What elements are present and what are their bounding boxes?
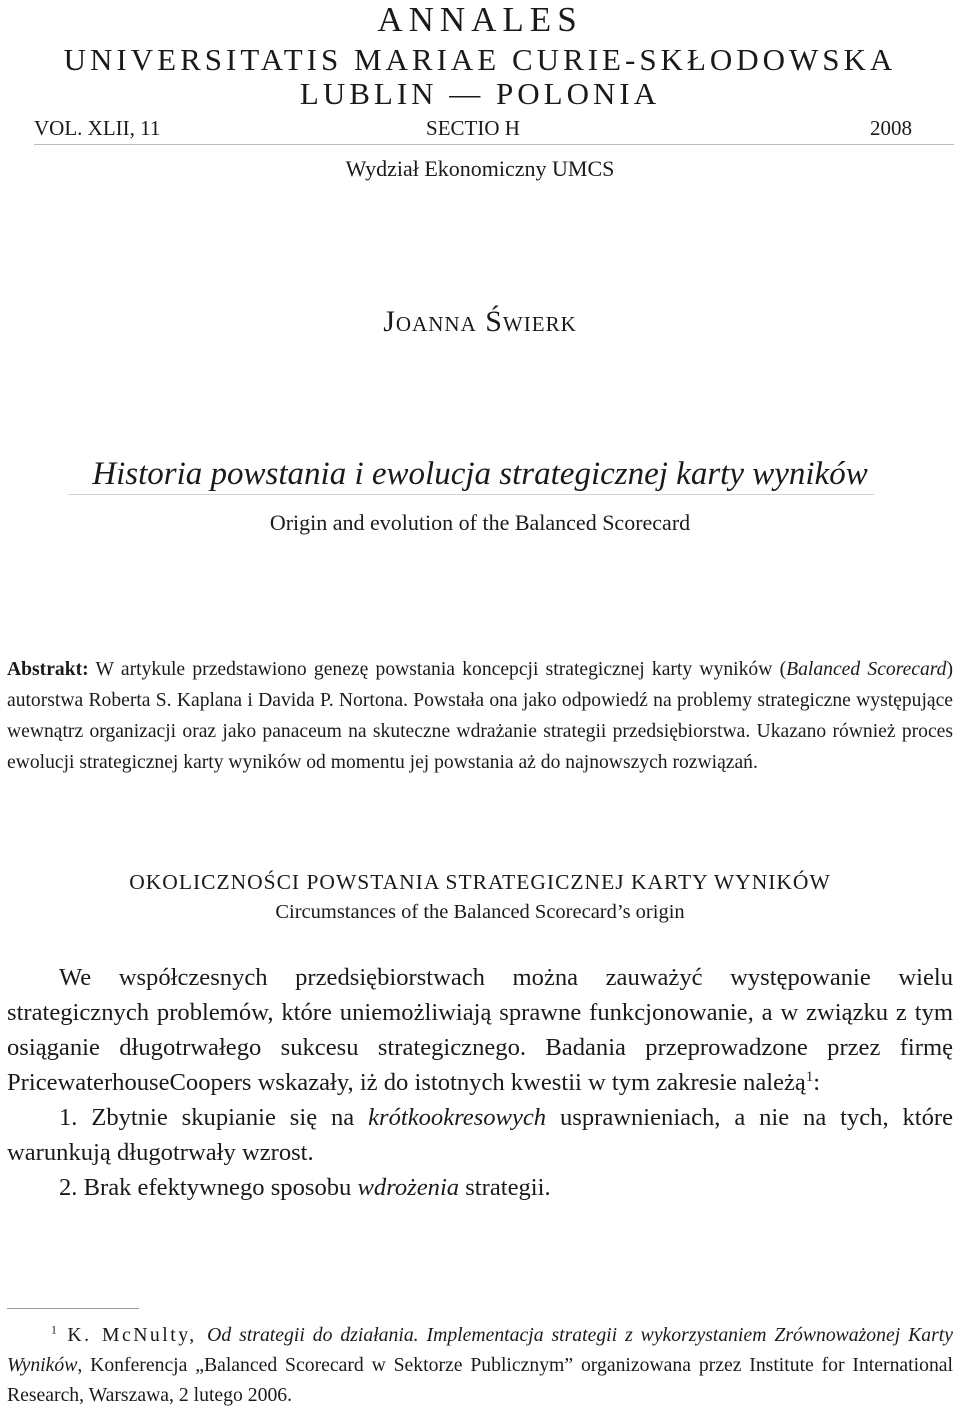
footnote (7, 1320, 953, 1410)
list-item-text: 2. Brak efektywnego sposobu (59, 1174, 358, 1201)
volume-row (34, 114, 912, 142)
body-paragraph (7, 960, 953, 1100)
list-item-text: 1. Zbytnie skupianie się na (59, 1104, 369, 1131)
list-item-text-rest: strategii. (459, 1174, 551, 1201)
abstract (7, 654, 953, 778)
footnote-title: Od strategii do działania. Implementacja strategii z wykorzystaniem Zrównoważonej Karty Wyników (7, 1324, 953, 1376)
abstract-label: Abstrakt: (7, 659, 89, 680)
author-name: Joanna Świerk (383, 305, 577, 338)
abstract-text-rest: ) autorstwa Roberta S. Kaplana i Davida P. Nortona. Powstała ona jako odpowiedź na problemy strategiczne występujące wewnątrz organizacji oraz jako panaceum na skuteczne wdrażanie strategii przedsiębiorstwa. Ukazano również proces ewolucji strategicznej karty wyników od momentu jej powstania aż do najnowszych rozwiązań. (7, 659, 954, 773)
city-country: LUBLIN — POLONIA (299, 76, 661, 111)
journal-name: ANNALES (377, 0, 583, 39)
list-item-italic: krótkookresowych (368, 1104, 547, 1131)
section-subheading: Circumstances of the Balanced Scorecard’s origin (275, 901, 685, 923)
body-text (7, 960, 953, 1205)
list-item-text-rest: usprawnieniach, a nie na tych, które warunkują długotrwały wzrost. (7, 1104, 953, 1166)
list-item (7, 1100, 953, 1170)
footnote-author: K. McNulty, (56, 1324, 208, 1346)
footnote-divider (7, 1308, 139, 1309)
footnote-reference[interactable]: 1 (805, 1068, 814, 1085)
header-divider (34, 144, 954, 145)
volume-number: VOL. XLII, 11 (34, 116, 161, 140)
paragraph-text: We współczesnych przedsiębiorstwach można zauważyć występowanie wielu strategicznych problemów, które uniemożliwiają sprawne funkcjonowanie, a w związku z tym osiąganie długotrwałego sukcesu strategicznego. Badania przeprowadzone przez firmę PricewaterhouseCoopers wskazały, iż do istotnych kwestii w tym zakresie należą (7, 964, 953, 1096)
list-item (7, 1170, 953, 1205)
list-item-italic: wdrożenia (357, 1174, 460, 1201)
title-divider (68, 494, 874, 495)
article-title-polish: Historia powstania i ewolucja strategicznej karty wyników (92, 456, 868, 492)
abstract-text: W artykule przedstawiono genezę powstania koncepcji strategicznej karty wyników ( (88, 659, 787, 680)
paragraph-end: : (813, 1069, 821, 1096)
faculty-name: Wydział Ekonomiczny UMCS (345, 156, 615, 181)
sectio-label: SECTIO H (426, 116, 520, 140)
abstract-italic-term: Balanced Scorecard (786, 659, 947, 680)
footnote-details: , Konferencja „Balanced Scorecard w Sektorze Publicznym” organizowana przez Institute for International Research, Warszawa, 2 lutego 2006. (7, 1354, 953, 1406)
university-name: UNIVERSITATIS MARIAE CURIE-SKŁODOWSKA (63, 42, 897, 77)
article-title-english: Origin and evolution of the Balanced Scorecard (269, 510, 691, 535)
section-heading: OKOLICZNOŚCI POWSTANIA STRATEGICZNEJ KARTY WYNIKÓW (129, 870, 831, 894)
footnote-mark: 1 (51, 1322, 57, 1337)
publication-year: 2008 (870, 116, 912, 140)
